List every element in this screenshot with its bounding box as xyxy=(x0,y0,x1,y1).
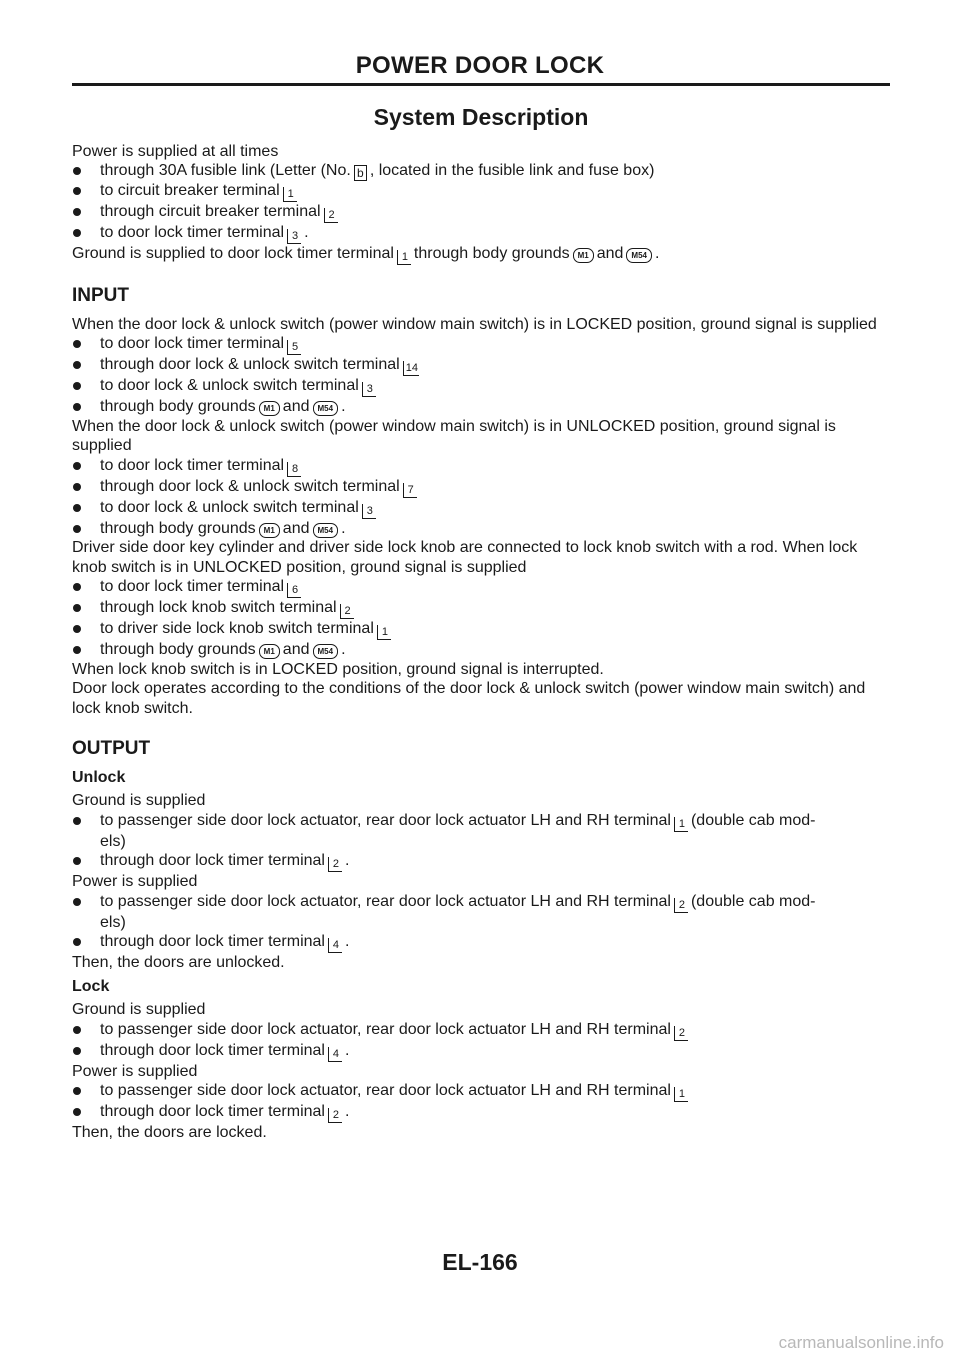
list-item: to passenger side door lock actuator, rear door lock actuator LH and RH terminal 1 (double cab mod- els) xyxy=(72,811,890,852)
terminal-badge: 4 xyxy=(328,1047,342,1062)
bullet-icon xyxy=(73,229,81,237)
list-item: through door lock timer terminal 2 . xyxy=(72,851,890,872)
bullet-icon xyxy=(73,583,81,591)
bullet-icon xyxy=(73,462,81,470)
bullet-icon xyxy=(73,382,81,390)
list-item: to driver side lock knob switch terminal 1 xyxy=(72,619,890,640)
bullet-icon xyxy=(73,403,81,411)
terminal-badge: 2 xyxy=(674,1026,688,1041)
paragraph: Power is supplied at all times xyxy=(72,142,279,160)
bullet-icon xyxy=(73,187,81,195)
paragraph: Power is supplied xyxy=(72,1062,198,1080)
connector-badge: M54 xyxy=(626,248,652,263)
paragraph: Power is supplied xyxy=(72,873,198,890)
list-item: through body grounds M1 and M54 . xyxy=(72,640,890,660)
connector-badge: M1 xyxy=(573,248,594,263)
fuse-letter-badge: b xyxy=(354,165,367,181)
watermark[interactable]: carmanualsonline.info xyxy=(778,1333,944,1352)
connector-badge: M54 xyxy=(313,401,339,416)
list-item: to door lock timer terminal 6 xyxy=(72,577,890,598)
connector-badge: M54 xyxy=(313,644,339,659)
paragraph: Then, the doors are unlocked. xyxy=(72,954,285,971)
terminal-badge: 2 xyxy=(324,208,338,223)
subheading-lock: Lock xyxy=(72,977,110,995)
bullet-icon xyxy=(73,167,81,175)
bullet-icon xyxy=(73,857,81,865)
terminal-badge: 2 xyxy=(674,898,688,913)
terminal-badge: 8 xyxy=(287,462,301,477)
header-rule xyxy=(72,83,890,86)
paragraph: When lock knob switch is in LOCKED position, ground signal is interrupted. xyxy=(72,660,604,678)
paragraph: Driver side door key cylinder and driver side lock knob are connected to lock knob switch with a rod. When lock knob switch is in UNLOCKED position, ground signal is supplied xyxy=(72,539,858,576)
bullet-icon xyxy=(73,817,81,825)
section-title: System Description xyxy=(373,104,589,130)
terminal-badge: 7 xyxy=(403,483,417,498)
terminal-badge: 14 xyxy=(403,361,419,376)
terminal-badge: 1 xyxy=(674,1087,688,1102)
paragraph: When the door lock & unlock switch (power window main switch) is in UNLOCKED position, ground signal is supplied xyxy=(72,417,836,454)
list-item: through body grounds M1 and M54 . xyxy=(72,397,890,417)
terminal-badge: 2 xyxy=(328,1108,342,1123)
paragraph: When the door lock & unlock switch (power window main switch) is in LOCKED position, ground signal is supplied xyxy=(72,315,877,333)
bullet-icon xyxy=(73,361,81,369)
bullet-icon xyxy=(73,1026,81,1034)
list-item: through door lock & unlock switch terminal 7 xyxy=(72,477,890,498)
connector-badge: M1 xyxy=(259,401,280,416)
bullet-icon xyxy=(73,483,81,491)
list-item: through body grounds M1 and M54 . xyxy=(72,519,890,539)
list-item: through door lock timer terminal 4 . xyxy=(72,932,890,953)
bullet-icon xyxy=(73,1087,81,1095)
list-item: to door lock timer terminal 5 xyxy=(72,334,890,355)
list-item: through door lock & unlock switch terminal 14 xyxy=(72,355,890,376)
paragraph: Ground is supplied to door lock timer terminal 1 through body grounds M1 and M54 . xyxy=(72,245,660,263)
document-body xyxy=(72,104,890,1143)
list-item: through circuit breaker terminal 2 xyxy=(72,202,890,223)
bullet-icon xyxy=(73,646,81,654)
list-item: to door lock timer terminal 8 xyxy=(72,456,890,477)
list-item: to circuit breaker terminal 1 xyxy=(72,181,890,202)
bullet-icon xyxy=(73,625,81,633)
page-header-title: POWER DOOR LOCK xyxy=(355,52,605,79)
bullet-icon xyxy=(73,504,81,512)
terminal-badge: 4 xyxy=(328,938,342,953)
terminal-badge: 1 xyxy=(377,625,391,640)
page-number: EL-166 xyxy=(442,1249,518,1275)
list-item: through door lock timer terminal 4 . xyxy=(72,1041,890,1062)
bullet-icon xyxy=(73,604,81,612)
connector-badge: M54 xyxy=(313,523,339,538)
paragraph: Ground is supplied xyxy=(72,792,206,809)
paragraph: Door lock operates according to the conditions of the door lock & unlock switch (power window main switch) and lock knob switch. xyxy=(72,680,866,717)
bullet-icon xyxy=(73,1047,81,1055)
terminal-badge: 1 xyxy=(674,817,688,832)
list-item: through lock knob switch terminal 2 xyxy=(72,598,890,619)
bullet-icon xyxy=(73,898,81,906)
terminal-badge: 2 xyxy=(328,857,342,872)
terminal-badge: 6 xyxy=(287,583,301,598)
terminal-badge: 3 xyxy=(287,229,301,244)
terminal-badge: 3 xyxy=(362,382,376,397)
terminal-badge: 1 xyxy=(283,187,297,202)
list-item: to passenger side door lock actuator, rear door lock actuator LH and RH terminal 1 xyxy=(72,1081,890,1102)
paragraph: Ground is supplied xyxy=(72,1001,206,1018)
bullet-icon xyxy=(73,1108,81,1116)
connector-badge: M1 xyxy=(259,644,280,659)
list-item: to door lock & unlock switch terminal 3 xyxy=(72,498,890,519)
list-item: through door lock timer terminal 2 . xyxy=(72,1102,890,1123)
terminal-badge: 5 xyxy=(287,340,301,355)
section-heading-input: INPUT xyxy=(72,285,129,306)
terminal-badge: 2 xyxy=(340,604,354,619)
terminal-badge: 3 xyxy=(362,504,376,519)
paragraph: Then, the doors are locked. xyxy=(72,1124,267,1141)
bullet-icon xyxy=(73,525,81,533)
list-item: to passenger side door lock actuator, rear door lock actuator LH and RH terminal 2 (double cab mod- els) xyxy=(72,892,890,933)
bullet-icon xyxy=(73,938,81,946)
list-item: to door lock & unlock switch terminal 3 xyxy=(72,376,890,397)
terminal-badge: 1 xyxy=(397,250,411,265)
bullet-icon xyxy=(73,340,81,348)
bullet-icon xyxy=(73,208,81,216)
section-heading-output: OUTPUT xyxy=(72,738,151,759)
connector-badge: M1 xyxy=(259,523,280,538)
subheading-unlock: Unlock xyxy=(72,768,126,786)
list-item: through 30A fusible link (Letter (No. b , located in the fusible link and fuse box) xyxy=(72,161,890,181)
list-item: to passenger side door lock actuator, rear door lock actuator LH and RH terminal 2 xyxy=(72,1020,890,1041)
list-item: to door lock timer terminal 3 . xyxy=(72,223,890,244)
